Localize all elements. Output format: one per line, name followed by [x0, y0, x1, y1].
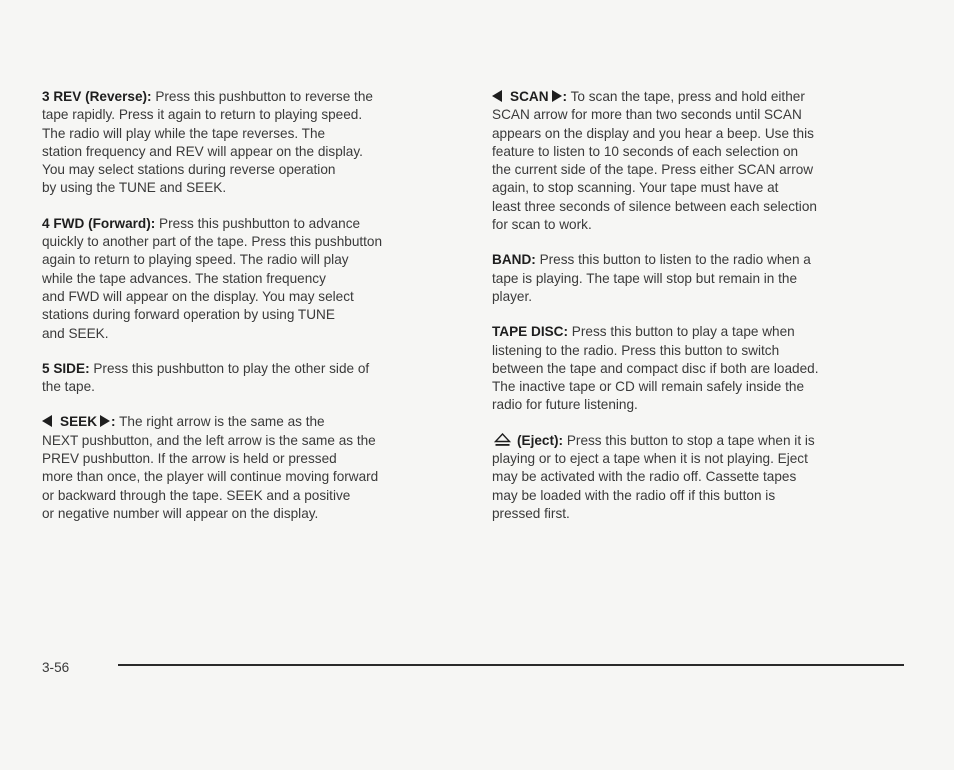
band-term: BAND: — [492, 252, 536, 268]
eject-paragraph: (Eject): Press this button to stop a tape when it is playing or to eject a tape when it is not playing. Eject may be activated with the radio off. Cassette tapes may be loaded with the radio off if this button is pressed first. — [492, 432, 815, 521]
left-arrow-icon — [42, 415, 52, 427]
right-column — [492, 88, 900, 540]
rev-term: 3 REV (Reverse): — [42, 89, 152, 104]
fwd-paragraph: 4 FWD (Forward): Press this pushbutton to advance quickly to another part of the tape. Press this pushbutton again to return to playing speed. The radio will play while the tape advances. The station frequency and FWD will appear on the display. You may select stations during forward operation by using TUNE and SEEK. — [42, 215, 383, 341]
left-column — [42, 88, 464, 540]
fwd-term: 4 FWD (Forward): — [42, 215, 156, 231]
eject-icon — [494, 433, 511, 447]
side-term: 5 SIDE: — [42, 360, 90, 376]
page-number: 3-56 — [42, 660, 70, 675]
tape-disc-term: TAPE DISC: — [492, 324, 569, 340]
seek-paragraph: SEEK : The right arrow is the same as the NEXT pushbutton, and the left arrow is the same as the PREV pushbutton. If the arrow is held or pressed more than once, the player will continue moving forward or backward through the tape. SEEK and a positive or negative number will appear on the display. — [42, 414, 379, 521]
eject-term: (Eject): — [517, 432, 564, 448]
seek-term: SEEK — [60, 414, 98, 430]
band-paragraph: BAND: Press this button to listen to the radio when a tape is playing. The tape will stop but remain in the player. — [492, 252, 811, 304]
right-arrow-icon — [100, 415, 110, 427]
tape-disc-paragraph: TAPE DISC: Press this button to play a tape when listening to the radio. Press this button to switch between the tape and compact disc if both are loaded. The inactive tape or CD will remain safely inside the radio for future listening. — [492, 324, 819, 413]
rev-paragraph: 3 REV (Reverse): Press this pushbutton to reverse the tape rapidly. Press it again to return to playing speed. The radio will play while the tape reverses. The station frequency and REV will appear on the display. You may select stations during reverse operation by using the TUNE and SEEK. — [42, 89, 373, 196]
side-paragraph: 5 SIDE: Press this pushbutton to play the other side of the tape. — [42, 360, 370, 395]
left-arrow-icon — [492, 90, 502, 102]
footer-rule — [118, 664, 904, 666]
scan-paragraph: SCAN : To scan the tape, press and hold either SCAN arrow for more than two seconds until SCAN appears on the display and you hear a beep. Use this feature to listen to 10 seconds of each selection on the current side of the tape. Press either SCAN arrow again, to stop scanning. Your tape must have at least three seconds of silence between each selection for scan to work. — [492, 89, 817, 233]
scan-term: SCAN — [510, 89, 549, 104]
right-arrow-icon — [552, 90, 562, 102]
